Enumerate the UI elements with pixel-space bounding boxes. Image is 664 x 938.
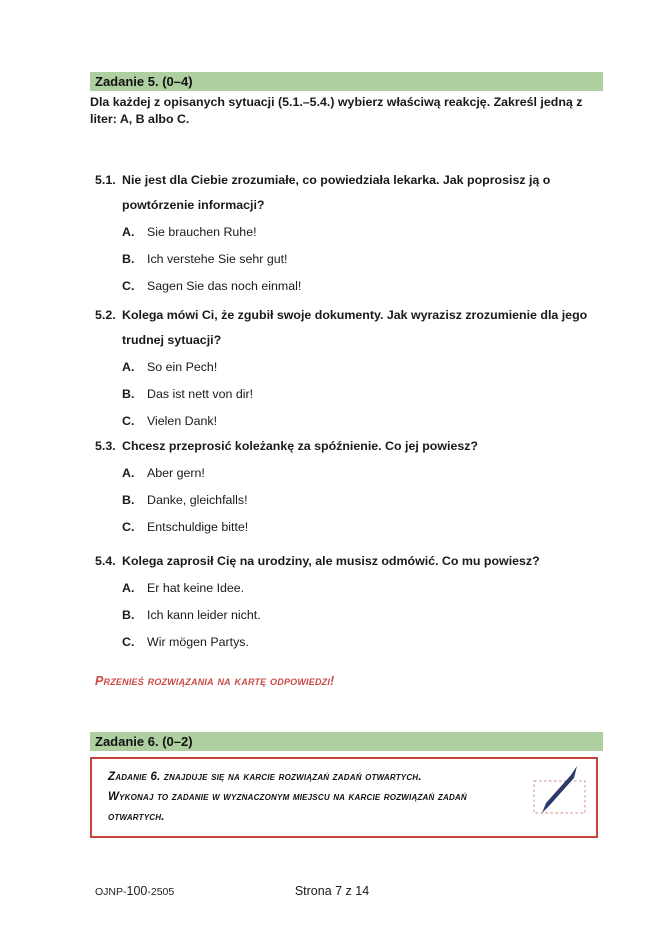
task5-instructions: Dla każdej z opisanych sytuacji (5.1.–5.4.) wybierz właściwą reakcję. Zakreśl jedną z liter: A, B albo C. (90, 95, 583, 126)
code-suffix: -2505 (147, 886, 175, 898)
task6-header-label: Zadanie 6. (0–2) (95, 734, 193, 749)
option-text: Sie brauchen Ruhe! (147, 225, 257, 239)
page-number: Strona 7 z 14 (294, 884, 370, 898)
question-5-4 (95, 549, 605, 656)
option-5-1-B (122, 246, 605, 273)
option-letter: A. (122, 581, 135, 595)
option-5-2-B (122, 381, 605, 408)
question-5-2 (95, 303, 605, 435)
pen-on-answer-sheet-icon (531, 765, 589, 817)
option-text: Er hat keine Idee. (147, 581, 245, 595)
option-text: Danke, gleichfalls! (147, 493, 248, 507)
question-text: Kolega zaprosił Cię na urodziny, ale musisz odmówić. Co mu powiesz? (122, 554, 540, 568)
task6-notice-sentence-2: Wykonaj to zadanie w wyznaczonym miejscu na karcie rozwiązań zadań otwartych. (108, 791, 467, 823)
option-letter: B. (122, 387, 135, 401)
question-number: 5.4. (95, 554, 116, 568)
question-5-4-options (122, 575, 605, 656)
dashed-answer-field (534, 781, 585, 813)
option-letter: A. (122, 225, 135, 239)
question-5-3-options (122, 460, 605, 541)
question-5-3 (95, 434, 605, 541)
option-letter: B. (122, 493, 135, 507)
option-5-2-A (122, 354, 605, 381)
option-5-4-A (122, 575, 605, 602)
option-5-2-C (122, 408, 605, 435)
question-5-1-text-row (95, 168, 605, 218)
option-5-4-C (122, 629, 605, 656)
code-mid: 100 (126, 884, 148, 898)
task6-notice-sentence-1: Zadanie 6. znajduje się na karcie rozwiązań zadań otwartych. (108, 771, 422, 783)
option-5-4-B (122, 602, 605, 629)
option-text: Aber gern! (147, 466, 205, 480)
option-text: Vielen Dank! (147, 414, 218, 428)
option-text: Ich verstehe Sie sehr gut! (147, 252, 288, 266)
option-5-3-B (122, 487, 605, 514)
option-text: So ein Pech! (147, 360, 218, 374)
option-5-3-A (122, 460, 605, 487)
option-letter: C. (122, 414, 135, 428)
question-5-1 (95, 168, 605, 300)
pen-glyph (542, 766, 577, 813)
task5-header-label: Zadanie 5. (0–4) (95, 74, 193, 89)
question-5-1-options (122, 219, 605, 300)
question-number: 5.2. (95, 308, 116, 322)
option-5-1-C (122, 273, 605, 300)
option-letter: C. (122, 635, 135, 649)
option-letter: A. (122, 466, 135, 480)
question-5-2-options (122, 354, 605, 435)
option-letter: C. (122, 279, 135, 293)
transfer-answers-note: Przenieś rozwiązania na kartę odpowiedzi! (95, 674, 335, 688)
option-letter: B. (122, 608, 135, 622)
question-text: Chcesz przeprosić koleżankę za spóźnienie. Co jej powiesz? (122, 439, 478, 453)
question-number: 5.1. (95, 173, 116, 187)
question-number: 5.3. (95, 439, 116, 453)
option-text: Ich kann leider nicht. (147, 608, 261, 622)
task6-header-bar (90, 732, 603, 751)
question-5-3-text-row (95, 434, 605, 459)
option-letter: C. (122, 520, 135, 534)
task5-header-bar (90, 72, 603, 91)
option-letter: B. (122, 252, 135, 266)
task6-notice-box (90, 757, 598, 838)
question-text: Nie jest dla Ciebie zrozumiałe, co powiedziała lekarka. Jak poprosisz ją o powtórzenie informacji? (122, 173, 551, 212)
question-text: Kolega mówi Ci, że zgubił swoje dokumenty. Jak wyrazisz zrozumienie dla jego trudnej sytuacji? (122, 308, 588, 347)
option-5-3-C (122, 514, 605, 541)
option-5-1-A (122, 219, 605, 246)
option-text: Wir mögen Partys. (147, 635, 249, 649)
option-text: Das ist nett von dir! (147, 387, 254, 401)
question-5-4-text-row (95, 549, 605, 574)
question-5-2-text-row (95, 303, 605, 353)
option-letter: A. (122, 360, 135, 374)
option-text: Sagen Sie das noch einmal! (147, 279, 302, 293)
code-prefix: OJNP- (95, 886, 127, 898)
option-text: Entschuldige bitte! (147, 520, 249, 534)
